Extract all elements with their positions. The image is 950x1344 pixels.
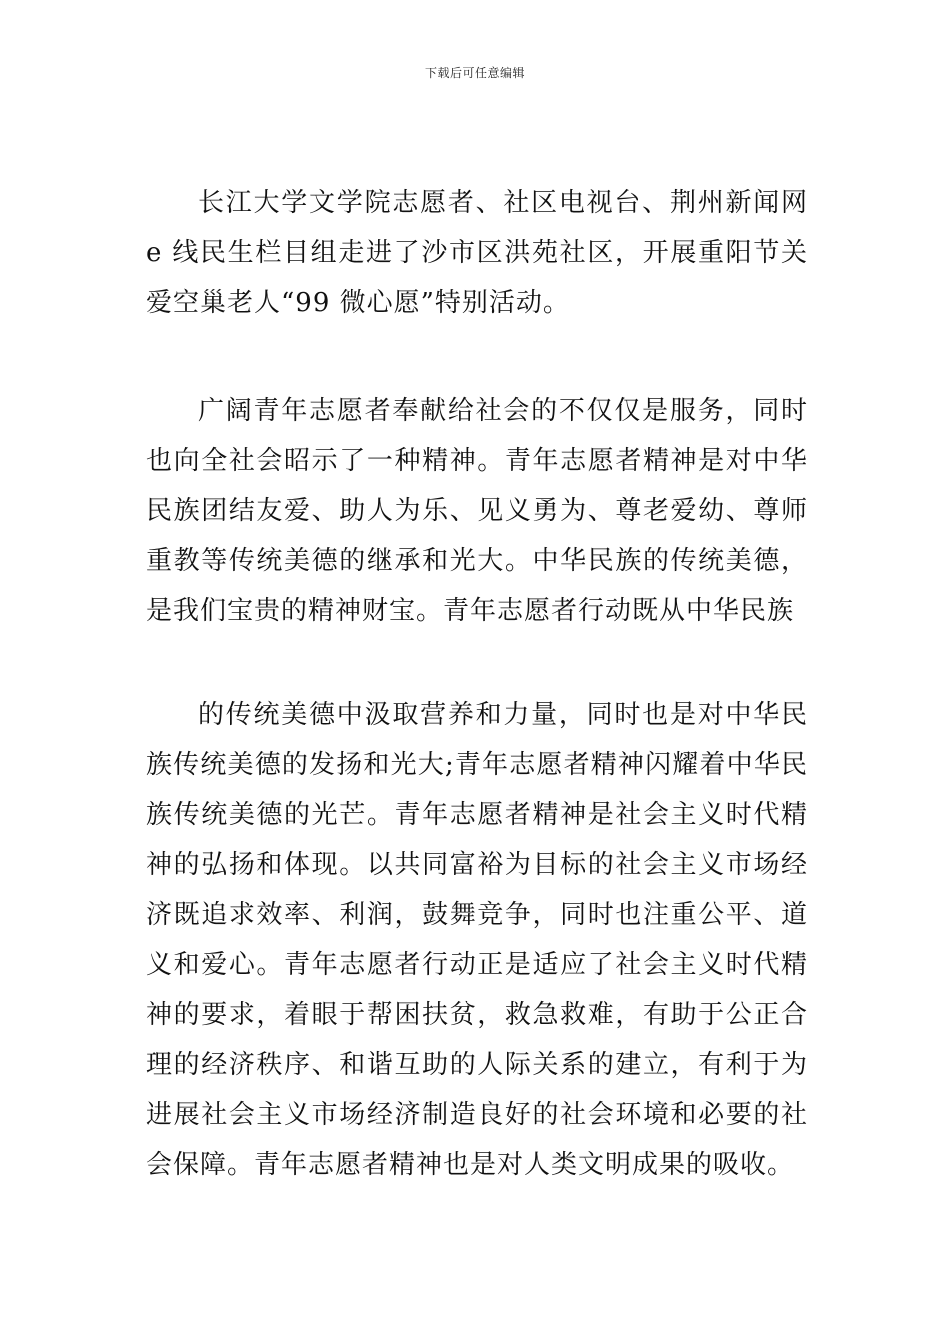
paragraph-2: 广阔青年志愿者奉献给社会的不仅仅是服务，同时也向全社会昭示了一种精神。青年志愿者精神是对中华民族团结友爱、助人为乐、见义勇为、尊老爱幼、尊师重教等传统美德的继承和光大。中华民族的传统美德，是我们宝贵的精神财宝。青年志愿者行动既从中华民族 [146,396,808,626]
document-body [146,178,808,1190]
paragraph-3: 的传统美德中汲取营养和力量，同时也是对中华民族传统美德的发扬和光大;青年志愿者精神闪耀着中华民族传统美德的光芒。青年志愿者精神是社会主义时代精神的弘扬和体现。以共同富裕为目标的社会主义市场经济既追求效率、利润，鼓舞竞争，同时也注重公平、道义和爱心。青年志愿者行动正是适应了社会主义时代精神的要求，着眼于帮困扶贫，救急救难，有助于公正合理的经济秩序、和谐互助的人际关系的建立，有利于为进展社会主义市场经济制造良好的社会环境和必要的社会保障。青年志愿者精神也是对人类文明成果的吸收。 [146,700,808,1180]
paragraph-1: 长江大学文学院志愿者、社区电视台、荆州新闻网 e 线民生栏目组走进了沙市区洪苑社区，开展重阳节关爱空巢老人“99 微心愿”特别活动。 [146,188,808,318]
header-note: 下载后可任意编辑 [424,66,525,80]
